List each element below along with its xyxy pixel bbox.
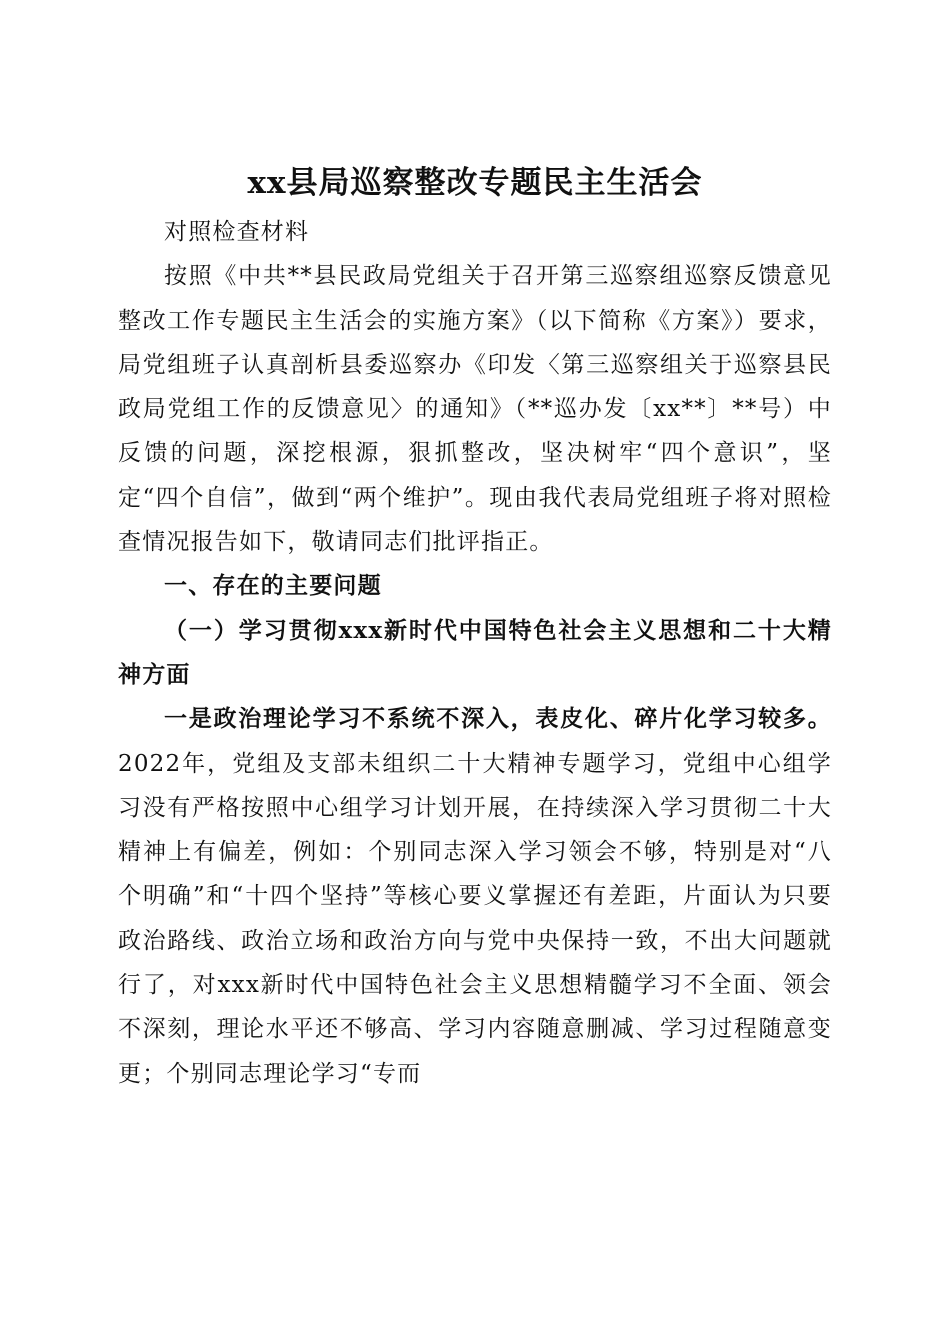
point-1-paragraph xyxy=(118,697,832,1096)
subsection-heading-1: （一）学习贯彻xxx新时代中国特色社会主义思想和二十大精神方面 xyxy=(118,616,832,688)
intro-paragraph: 按照《中共**县民政局党组关于召开第三巡察组巡察反馈意见整改工作专题民主生活会的实施方案》（以下简称《方案》）要求，局党组班子认真剖析县委巡察办《印发〈第三巡察组关于巡察县民政局党组工作的反馈意见〉的通知》（**巡办发〔xx**〕**号）中反馈的问题，深挖根源，狠抓整改，坚决树牢“四个意识”，坚定“四个自信”，做到“两个维护”。现由我代表局党组班子将对照检查情况报告如下，敬请同志们批评指正。 xyxy=(118,263,832,556)
point-1-lead: 一是政治理论学习不系统不深入，表皮化、碎片化学习较多。 xyxy=(164,705,832,733)
point-1-body: 2022年，党组及支部未组织二十大精神专题学习，党组中心组学习没有严格按照中心组学习计划开展，在持续深入学习贯彻二十大精神上有偏差，例如：个别同志深入学习领会不够，特别是对“八个明确”和“十四个坚持”等核心要义掌握还有差距，片面认为只要政治路线、政治立场和政治方向与党中央保持一致，不出大问题就行了，对xxx新时代中国特色社会主义思想精髓学习不全面、领会不深刻，理论水平还不够高、学习内容随意删减、学习过程随意变更；个别同志理论学习“专而 xyxy=(118,750,832,1087)
document-title: xx县局巡察整改专题民主生活会 xyxy=(247,164,703,201)
document-subtitle: 对照检查材料 xyxy=(164,219,310,245)
section-heading-1: 一、存在的主要问题 xyxy=(164,573,382,600)
document-body xyxy=(118,210,832,1096)
